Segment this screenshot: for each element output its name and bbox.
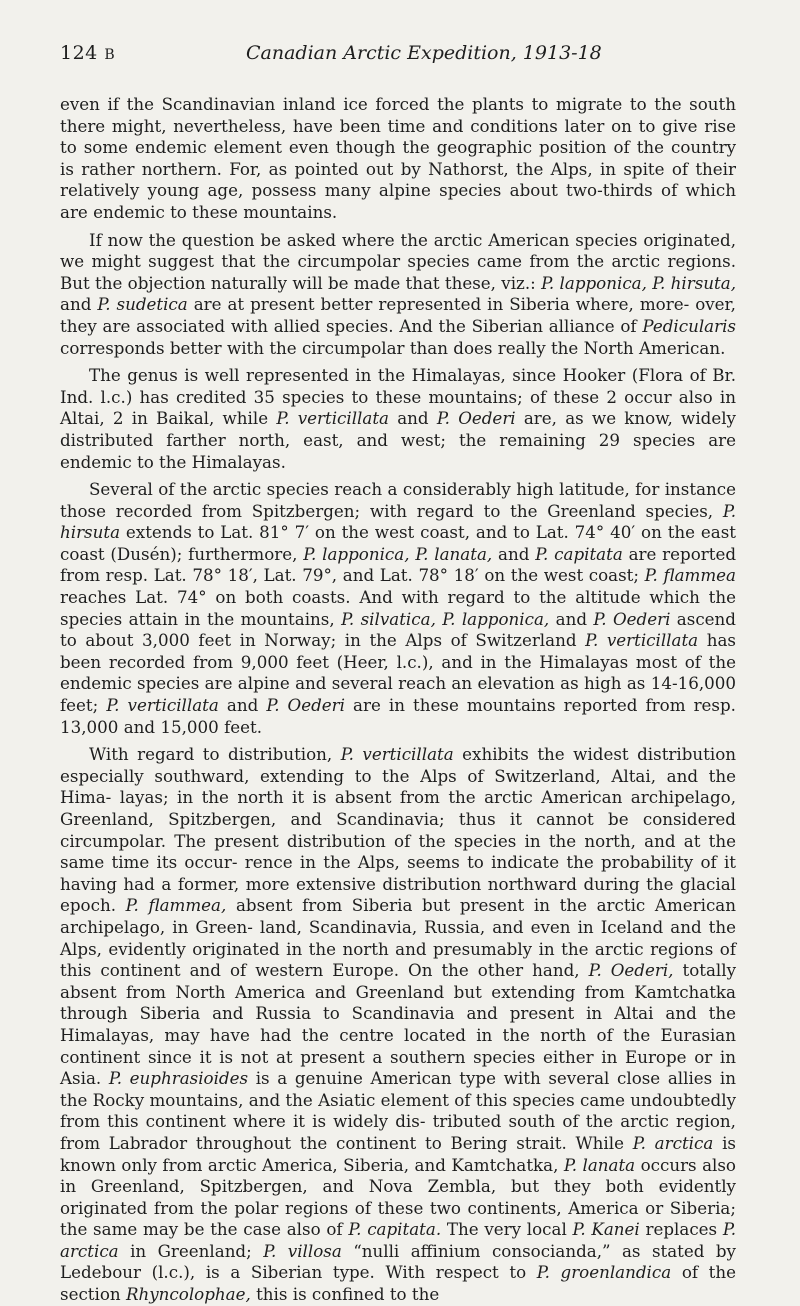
text-run: ascend to about 3,000 feet in Norway; in the Alps of Switzerland: [60, 608, 736, 651]
species-name: P. capitata.: [348, 1219, 442, 1240]
species-name: Pedicularis: [642, 315, 736, 336]
species-name: Rhyncolophae,: [125, 1284, 251, 1305]
page-number-suffix: B: [104, 47, 116, 63]
species-name: P. arctica: [60, 1219, 736, 1261]
text-run: is a genuine American type with several close allies in the Rocky mountains, and the Asiatic element of this species came undoubtedly from this continent where it is widely dis- tributed south of the arctic region, from Labrador throughout the continent to Bering strait. While: [60, 1068, 736, 1153]
text-run: reaches Lat. 74° on both coasts. And with regard to the altitude which the species attain in the mountains,: [60, 587, 736, 629]
species-name: P. groenlandica: [536, 1262, 672, 1283]
text-run: in Greenland;: [118, 1240, 264, 1261]
species-name: P. verticillata: [276, 408, 389, 429]
text-run: extends to Lat. 81° 7′ on the west coast, and to Lat. 74° 40′ on the east coast (Dusén); furthermore,: [60, 522, 736, 564]
text-run: and: [549, 608, 594, 629]
text-run: are reported from resp. Lat. 78° 18′, Lat. 79°, and Lat. 78° 18′ on the west coast;: [60, 543, 737, 586]
species-name: P. lapponica, P. hirsuta,: [541, 272, 737, 293]
paragraph: [60, 365, 736, 473]
running-head: [60, 42, 736, 64]
species-name: P. Oederi: [436, 408, 516, 429]
species-name: P. hirsuta: [60, 500, 736, 543]
species-name: P. silvatica, P. lapponica,: [341, 608, 550, 629]
paragraph: [60, 94, 736, 224]
species-name: P. lanata: [563, 1154, 636, 1175]
species-name: P. verticillata: [340, 744, 454, 765]
species-name: P. flammea,: [125, 895, 227, 916]
text-run: replaces: [639, 1219, 723, 1240]
species-name: P. villosa: [263, 1240, 342, 1261]
text-run: are in these mountains reported from resp. 13,000 and 15,000 feet.: [60, 695, 736, 737]
text-run: With regard to distribution,: [89, 744, 341, 765]
paragraph: [60, 479, 736, 738]
species-name: P. sudetica: [97, 294, 188, 315]
species-name: P. verticillata: [106, 695, 219, 716]
text-run: “nulli affinium consocianda,” as stated by Ledebour (l.c.), is a Siberian type. With respect to: [60, 1240, 736, 1283]
text-run: absent from Siberia but present in the arctic American archipelago, in Green- land, Scandinavia, Russia, and even in Iceland and the Alps, evidently originated in the north and presumably in the arctic regions of this continent and of western Europe. On the other hand,: [60, 895, 737, 981]
text-run: If now the question be asked where the arctic American species originated, we might suggest that the circumpolar species came from the arctic regions. But the objection naturally will be made that these, viz.:: [60, 229, 736, 293]
text-run: The genus is well represented in the Himalayas, since Hooker (Flora of Br. Ind. l.c.) has credited 35 species to these mountains; of these 2 occur also in Altai, 2 in Baikal, while: [60, 365, 736, 429]
page-number: 124 B: [60, 42, 116, 64]
text-run: has been recorded from 9,000 feet (Heer, l.c.), and in the Himalayas most of the endemic species are alpine and several reach an elevation as high as 14-16,000 feet;: [60, 630, 736, 716]
species-name: P. flammea: [644, 565, 736, 586]
text-run: corresponds better with the circumpolar than does really the North American.: [60, 337, 726, 358]
running-title: Canadian Arctic Expedition, 1913-18: [246, 42, 602, 64]
text-run: are, as we know, widely distributed farther north, east, and west; the remaining 29 species are endemic to the Himalayas.: [60, 408, 736, 472]
species-name: P. Oederi: [593, 608, 671, 629]
text-run: is known only from arctic America, Siberia, and Kamtchatka,: [60, 1132, 736, 1175]
text-run: totally absent from North America and Greenland but extending from Kamtchatka through Siberia and Russia to Scandinavia and present in Altai and the Himalayas, may have had the centre located in the north of the Eurasian continent since it is not at present a southern species either in Europe or in Asia.: [60, 960, 736, 1089]
species-name: P. Kanei: [572, 1219, 640, 1240]
text-run: are at present better represented in Siberia where, more- over, they are associated with allied species. And the Siberian alliance of: [60, 294, 736, 336]
text-run: occurs also in Greenland, Spitzbergen, and Nova Zembla, but they both evidently originated from the polar regions of these two continents, America or Siberia; the same may be the case also of: [60, 1154, 736, 1240]
paragraph: [60, 744, 736, 1305]
text-run: and: [492, 543, 536, 564]
text-run: and: [218, 695, 267, 716]
body-text: [60, 94, 736, 1306]
text-run: even if the Scandinavian inland ice forced the plants to migrate to the south there might, nevertheless, have been time and conditions later on to give rise to some endemic element even though the geographic position of the country is rather northern. For, as pointed out by Nathorst, the Alps, in spite of their relatively young age, possess many alpine species about two-thirds of which are endemic to these mountains.: [60, 94, 736, 222]
text-run: and: [389, 408, 437, 429]
paragraph: [60, 230, 736, 360]
text-run: exhibits the widest distribution especially southward, extending to the Alps of Switzerland, Altai, and the Hima- layas; in the north it is absent from the arctic American archipelago, Greenland, Spitzbergen, and Scandinavia; thus it cannot be considered circumpolar. The present distribution of the species in the north, and at the same time its occur- rence in the Alps, seems to indicate the probability of it having had a former, more extensive distribution northward during the glacial epoch.: [60, 744, 736, 916]
text-run: Several of the arctic species reach a considerably high latitude, for instance those recorded from Spitzbergen; with regard to the Greenland species,: [60, 479, 736, 521]
text-run: The very local: [441, 1219, 573, 1240]
species-name: P. verticillata: [585, 630, 699, 651]
species-name: P. euphrasioides: [108, 1068, 249, 1089]
species-name: P. lapponica, P. lanata,: [303, 543, 493, 564]
species-name: P. Oederi,: [588, 960, 674, 981]
text-run: this is confined to the: [250, 1284, 440, 1305]
species-name: P. Oederi: [266, 695, 345, 716]
text-run: and: [60, 294, 98, 315]
species-name: P. arctica: [632, 1132, 714, 1153]
species-name: P. capitata: [535, 543, 623, 564]
text-run: of the section: [60, 1262, 736, 1305]
